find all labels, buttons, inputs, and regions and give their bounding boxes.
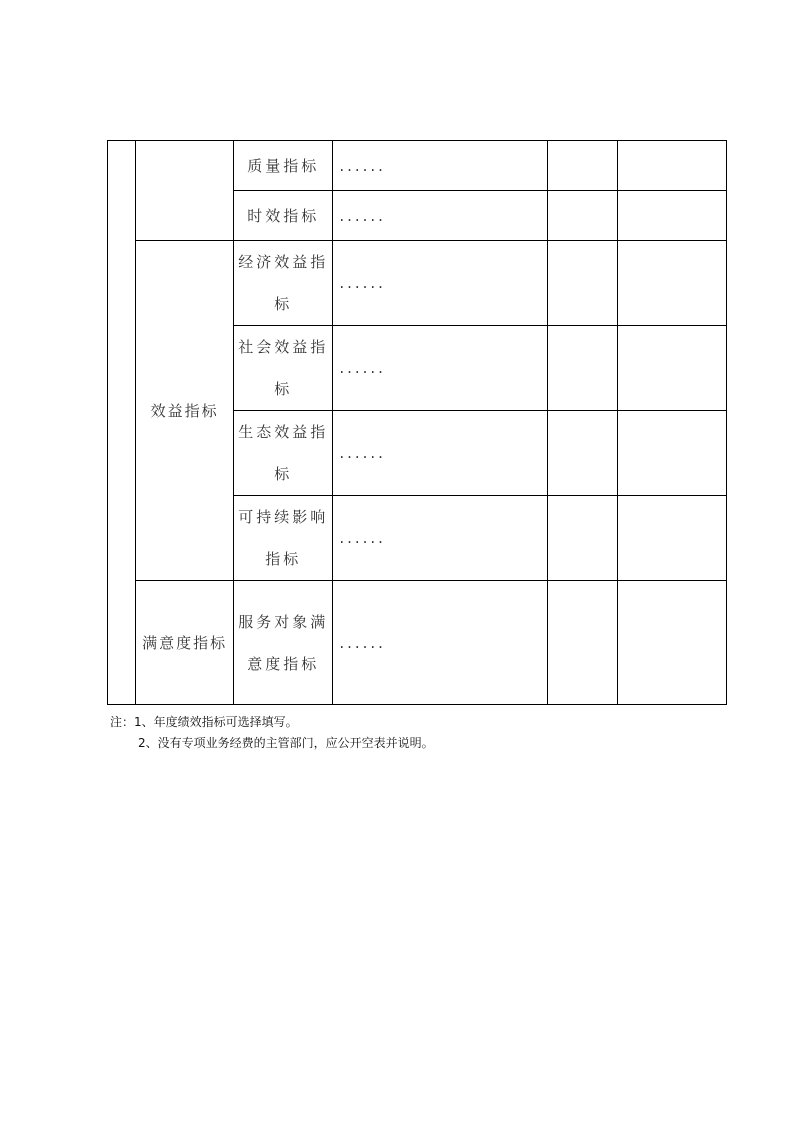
table-cell-sustainable-value: ...... bbox=[333, 496, 547, 581]
table-cell-leftmost bbox=[108, 141, 136, 705]
table-cell-empty bbox=[547, 141, 617, 191]
table-cell-empty bbox=[617, 581, 726, 705]
table-cell-quality-value: ...... bbox=[333, 141, 547, 191]
note-line-1: 注：1、年度绩效指标可选择填写。 bbox=[110, 715, 298, 729]
table-cell-ecological-value: ...... bbox=[333, 411, 547, 496]
table-cell-empty bbox=[547, 411, 617, 496]
table-cell-empty bbox=[547, 326, 617, 411]
table-cell-empty bbox=[617, 241, 726, 326]
table-cell-timeliness-label: 时效指标 bbox=[234, 191, 333, 241]
table-cell-empty bbox=[617, 141, 726, 191]
table-cell-empty bbox=[617, 326, 726, 411]
table-row-service-satisfaction bbox=[108, 581, 727, 705]
table-cell-timeliness-value: ...... bbox=[333, 191, 547, 241]
table-cell-empty bbox=[547, 241, 617, 326]
table-cell-sustainable-label: 可持续影响指标 bbox=[234, 496, 333, 581]
table-cell-benefit-category: 效益指标 bbox=[136, 241, 234, 581]
table-cell-economic-value: ...... bbox=[333, 241, 547, 326]
table-cell-empty bbox=[617, 496, 726, 581]
table-cell-service-value: ...... bbox=[333, 581, 547, 705]
table-row-quality bbox=[108, 141, 727, 191]
table-cell-empty bbox=[617, 411, 726, 496]
table-notes bbox=[110, 712, 434, 754]
table-cell-empty bbox=[547, 191, 617, 241]
table-cell-quality-label: 质量指标 bbox=[234, 141, 333, 191]
performance-indicator-table bbox=[107, 140, 727, 705]
table-cell-output-category bbox=[136, 141, 234, 241]
table-cell-satisfaction-category: 满意度指标 bbox=[136, 581, 234, 705]
note-line-2: 2、没有专项业务经费的主管部门，应公开空表并说明。 bbox=[138, 736, 434, 750]
table-cell-empty bbox=[547, 581, 617, 705]
table-row-economic bbox=[108, 241, 727, 326]
table-cell-social-value: ...... bbox=[333, 326, 547, 411]
table-cell-empty bbox=[617, 191, 726, 241]
table-cell-ecological-label: 生态效益指标 bbox=[234, 411, 333, 496]
table-cell-service-label: 服务对象满意度指标 bbox=[234, 581, 333, 705]
table-cell-economic-label: 经济效益指标 bbox=[234, 241, 333, 326]
table-cell-social-label: 社会效益指标 bbox=[234, 326, 333, 411]
table-cell-empty bbox=[547, 496, 617, 581]
